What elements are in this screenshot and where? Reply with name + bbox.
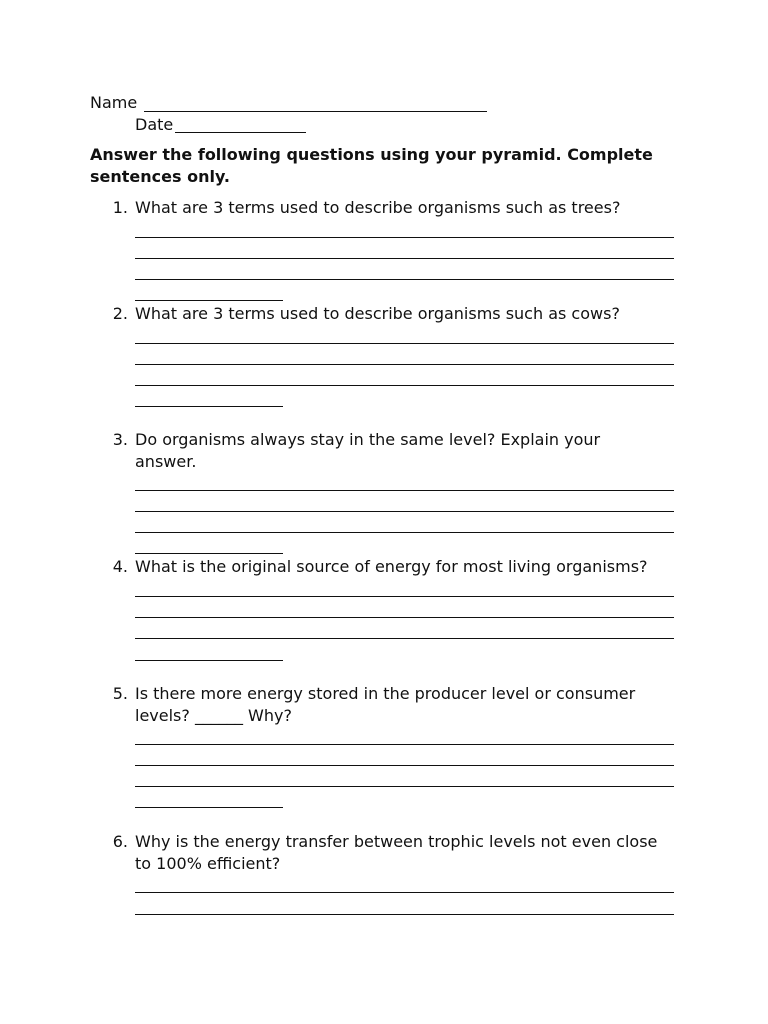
answer-line [135,786,674,787]
answer-line [135,914,674,915]
date-label: Date [135,115,174,134]
name-label: Name [90,93,138,112]
question-5-text-line-1: Is there more energy stored in the producer level or consumer [135,684,636,703]
question-5-number: 5. [112,684,128,703]
question-4-number: 4. [112,557,128,576]
answer-line [135,237,674,238]
question-1-text: What are 3 terms used to describe organisms such as trees? [135,198,621,217]
question-3-number: 3. [112,430,128,449]
answer-line-short [135,300,283,301]
date-blank [175,132,306,133]
answer-line-short [135,807,283,808]
answer-line [135,532,674,533]
answer-line [135,596,674,597]
instructions-line-1: Answer the following questions using your pyramid. Complete [90,145,653,164]
answer-line-short [135,553,283,554]
answer-line [135,638,674,639]
answer-line [135,511,674,512]
question-2-number: 2. [112,304,128,323]
question-6-number: 6. [112,832,128,851]
answer-line [135,892,674,893]
answer-line [135,385,674,386]
answer-line [135,490,674,491]
answer-line-short [135,660,283,661]
question-6-text-line-1: Why is the energy transfer between trophic levels not even close [135,832,658,851]
question-1-number: 1. [112,198,128,217]
answer-line [135,617,674,618]
question-2-text: What are 3 terms used to describe organisms such as cows? [135,304,620,323]
answer-line-short [135,406,283,407]
answer-line [135,744,674,745]
question-3-text-line-2: answer. [135,452,197,471]
question-6-text-line-2: to 100% efficient? [135,854,281,873]
question-4-text: What is the original source of energy for most living organisms? [135,557,648,576]
answer-line [135,364,674,365]
question-3-text-line-1: Do organisms always stay in the same level? Explain your [135,430,601,449]
name-blank [144,111,487,112]
answer-line [135,258,674,259]
question-5-text-line-2: levels? ______ Why? [135,706,292,725]
answer-line [135,765,674,766]
answer-line [135,343,674,344]
instructions-line-2: sentences only. [90,167,230,186]
answer-line [135,279,674,280]
